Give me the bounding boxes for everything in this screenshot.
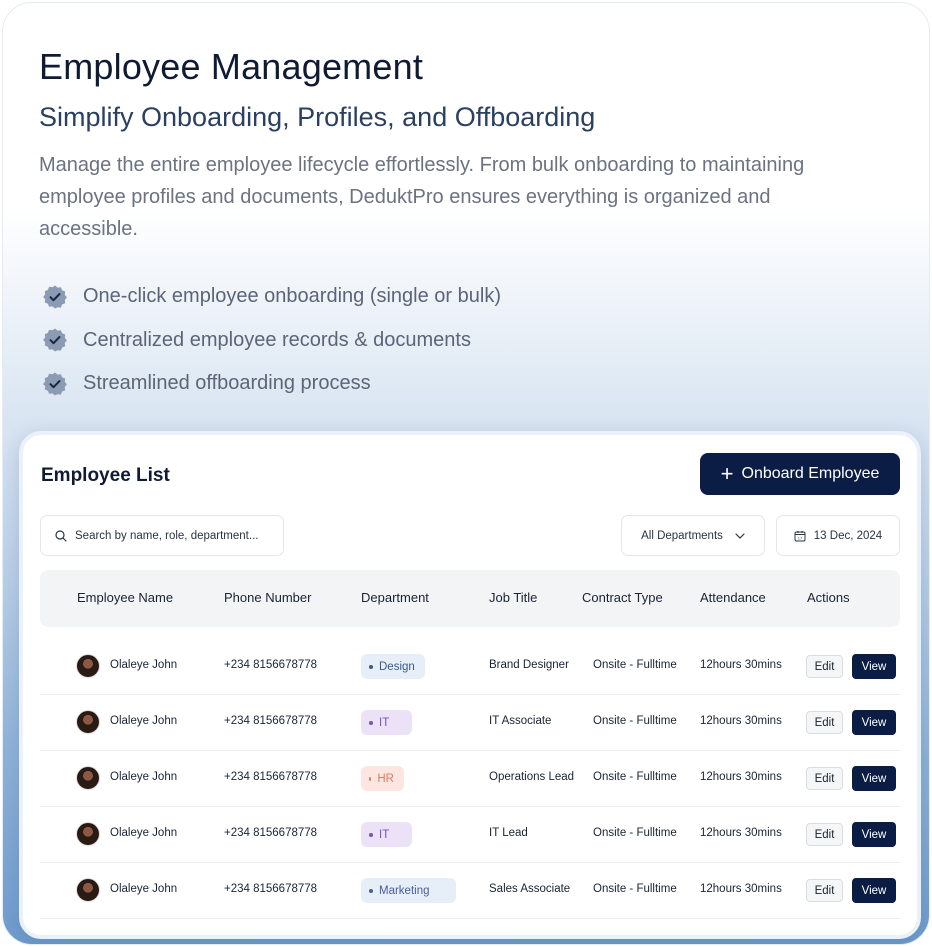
- edit-button[interactable]: Edit: [806, 711, 843, 734]
- feature-list: [41, 275, 501, 406]
- column-header: Actions: [807, 590, 850, 605]
- feature-item: [41, 275, 501, 319]
- view-button[interactable]: View: [852, 710, 896, 735]
- department-badge: IT: [361, 710, 412, 735]
- phone-number: +234 8156678778: [224, 659, 318, 671]
- phone-number: +234 8156678778: [224, 771, 318, 783]
- department-badge: IT: [361, 822, 412, 847]
- employee-name: Olaleye John: [110, 771, 178, 783]
- view-button[interactable]: View: [852, 654, 896, 679]
- page-subtitle: Simplify Onboarding, Profiles, and Offboarding: [39, 102, 596, 132]
- hero-section: [39, 43, 899, 245]
- column-header[interactable]: Employee Name: [77, 590, 174, 605]
- employee-name: Olaleye John: [110, 659, 178, 671]
- contract-type: Onsite - Fulltime: [593, 659, 677, 671]
- plus-icon: +: [720, 461, 734, 486]
- attendance: 12hours 30mins: [700, 771, 782, 783]
- avatar: [76, 654, 100, 678]
- card-title: Employee List: [41, 465, 170, 486]
- edit-button[interactable]: Edit: [806, 879, 843, 902]
- attendance: 12hours 30mins: [700, 883, 782, 895]
- feature-panel: [2, 2, 930, 945]
- column-header[interactable]: Job Title: [489, 590, 538, 605]
- table-row[interactable]: [40, 639, 900, 695]
- calendar-icon: [794, 530, 806, 542]
- date-value: 13 Dec, 2024: [813, 529, 883, 542]
- view-button[interactable]: View: [852, 766, 896, 791]
- check-badge-icon: [41, 370, 69, 398]
- table-body: [40, 639, 900, 919]
- onboard-employee-button[interactable]: [700, 453, 900, 495]
- edit-button[interactable]: Edit: [806, 823, 843, 846]
- employee-name: Olaleye John: [110, 883, 178, 895]
- svg-text:17: 17: [797, 536, 803, 540]
- employee-name: Olaleye John: [110, 715, 178, 727]
- job-title: IT Lead: [489, 827, 528, 839]
- employee-name: Olaleye John: [110, 827, 178, 839]
- page-title: Employee Management: [39, 46, 424, 87]
- chevron-down-icon: [735, 533, 745, 539]
- table-row[interactable]: [40, 807, 900, 863]
- column-header[interactable]: Contract Type: [582, 590, 663, 605]
- search-icon: [55, 530, 67, 542]
- department-filter[interactable]: [621, 515, 765, 556]
- view-button[interactable]: View: [852, 878, 896, 903]
- phone-number: +234 8156678778: [224, 715, 318, 727]
- job-title: Brand Designer: [489, 659, 569, 671]
- department-badge: HR: [361, 766, 404, 791]
- table-header: [40, 570, 900, 627]
- feature-text: One-click employee onboarding (single or bulk): [83, 285, 501, 308]
- column-header[interactable]: Attendance: [700, 590, 766, 605]
- avatar: [76, 822, 100, 846]
- department-badge: Design: [361, 654, 425, 679]
- job-title: IT Associate: [489, 715, 552, 727]
- table-row[interactable]: [40, 863, 900, 919]
- contract-type: Onsite - Fulltime: [593, 827, 677, 839]
- feature-item: [41, 319, 501, 363]
- check-badge-icon: [41, 326, 69, 354]
- avatar: [76, 766, 100, 790]
- job-title: Operations Lead: [489, 771, 575, 783]
- attendance: 12hours 30mins: [700, 659, 782, 671]
- job-title: Sales Associate: [489, 883, 571, 895]
- date-picker[interactable]: [776, 515, 900, 556]
- feature-text: Streamlined offboarding process: [83, 372, 371, 395]
- avatar: [76, 878, 100, 902]
- check-badge-icon: [41, 283, 69, 311]
- department-filter-value: All Departments: [641, 529, 723, 542]
- column-header[interactable]: Phone Number: [224, 590, 312, 605]
- avatar: [76, 710, 100, 734]
- attendance: 12hours 30mins: [700, 715, 782, 727]
- contract-type: Onsite - Fulltime: [593, 715, 677, 727]
- search-input[interactable]: [75, 530, 275, 542]
- feature-text: Centralized employee records & documents: [83, 328, 471, 351]
- edit-button[interactable]: Edit: [806, 655, 843, 678]
- column-header[interactable]: Department: [361, 590, 429, 605]
- table-row[interactable]: [40, 695, 900, 751]
- department-badge: Marketing: [361, 878, 456, 903]
- onboard-employee-label: Onboard Employee: [741, 465, 880, 482]
- table-row[interactable]: [40, 751, 900, 807]
- view-button[interactable]: View: [852, 822, 896, 847]
- contract-type: Onsite - Fulltime: [593, 771, 677, 783]
- attendance: 12hours 30mins: [700, 827, 782, 839]
- employee-list-card: [19, 431, 921, 939]
- search-box[interactable]: [40, 515, 284, 556]
- feature-item: [41, 362, 501, 406]
- phone-number: +234 8156678778: [224, 827, 318, 839]
- page-description: Manage the entire employee lifecycle effortlessly. From bulk onboarding to maintaining employee profiles and documents, DeduktPro ensures everything is organized and accessible.: [39, 154, 805, 240]
- phone-number: +234 8156678778: [224, 883, 318, 895]
- edit-button[interactable]: Edit: [806, 767, 843, 790]
- contract-type: Onsite - Fulltime: [593, 883, 677, 895]
